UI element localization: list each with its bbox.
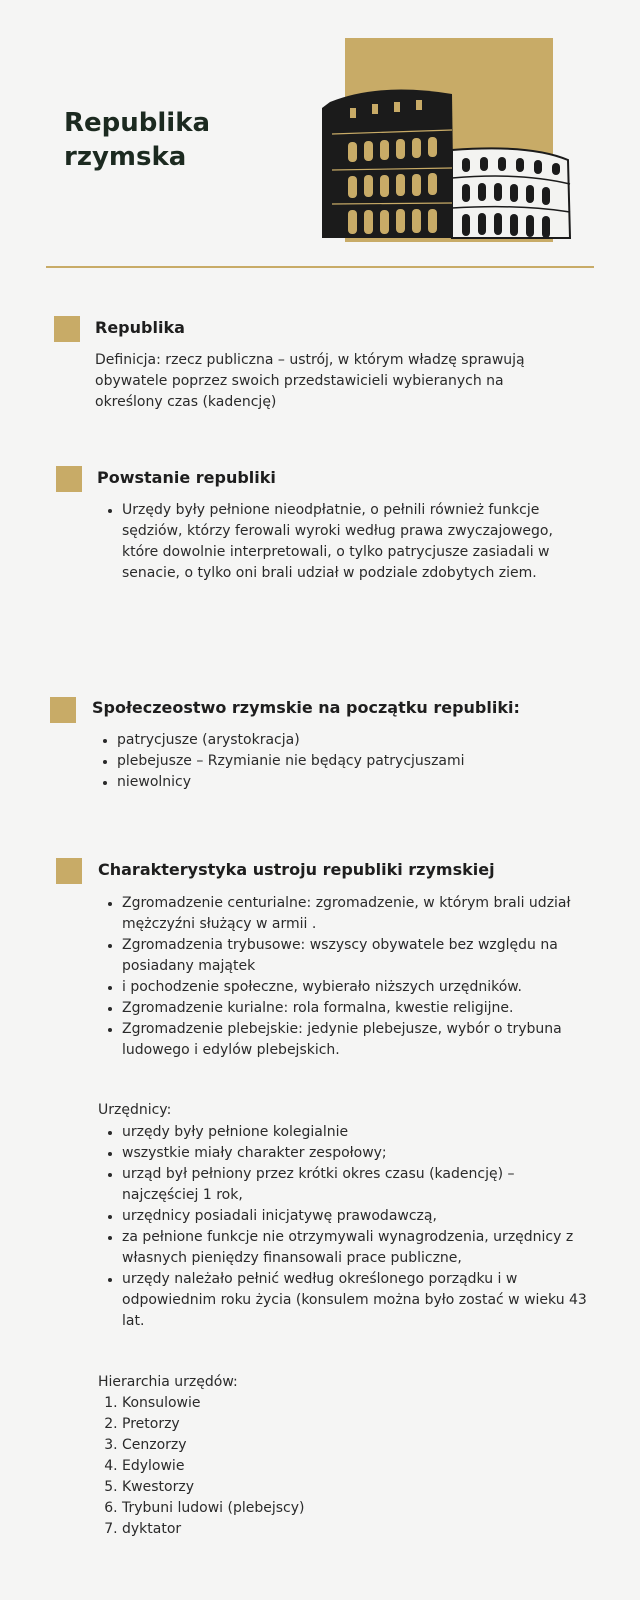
list-item: 5. Kwestorzy: [122, 1477, 522, 1498]
section-heading-powstanie: Powstanie republiki: [97, 468, 276, 487]
list-item: • Urzędy były pełnione nieodpłatnie, o pełnili również funkcje sędziów, którzy ferowali wyroki według prawa zwyczajowego, które dowolnie interpretowali, o tylko patrycjusze zasiadali w senacie, o tylko oni brali udział w podziale zdobytych ziem.: [122, 500, 592, 584]
list-item: • wszystkie miały charakter zespołowy;: [122, 1143, 592, 1164]
list-item: 3. Cenzorzy: [122, 1435, 522, 1456]
header-divider: [46, 266, 594, 268]
section-marker-charakterystyka: [56, 858, 82, 884]
list-item: • patrycjusze (arystokracja): [117, 730, 597, 751]
charakterystyka-list: [100, 893, 597, 1061]
hierarchia-label: Hierarchia urzędów:: [98, 1374, 238, 1390]
republika-definition: Definicja: rzecz publiczna – ustrój, w którym władzę sprawują obywatele poprzez swoich przedstawicieli wybieranych na określony czas (kadencję): [95, 352, 525, 410]
section-marker-spoleczenstwo: [50, 697, 76, 723]
hierarchia-list: [100, 1393, 522, 1540]
list-item: • Zgromadzenie kurialne: rola formalna, kwestie religijne.: [122, 998, 597, 1019]
section-marker-republika: [54, 316, 80, 342]
list-item: 7. dyktator: [122, 1519, 522, 1540]
list-item: • urzędy należało pełnić według określonego porządku i w odpowiednim roku życia (konsulem można było zostać w wieku 43 lat.: [122, 1269, 592, 1332]
list-item: • Zgromadzenia trybusowe: wszyscy obywatele bez względu na posiadany majątek: [122, 935, 597, 977]
list-item: 1. Konsulowie: [122, 1393, 522, 1414]
list-item: • urząd był pełniony przez krótki okres czasu (kadencję) – najczęściej 1 rok,: [122, 1164, 592, 1206]
spoleczenstwo-list: [95, 730, 597, 793]
list-item: • urzędy były pełnione kolegialnie: [122, 1122, 592, 1143]
colosseum-illustration: [320, 38, 580, 248]
page-title: [64, 106, 210, 174]
list-item: • niewolnicy: [117, 772, 597, 793]
list-item: • za pełnione funkcje nie otrzymywali wynagrodzenia, urzędnicy z własnych pieniędzy finansowali prace publiczne,: [122, 1227, 592, 1269]
list-item: • Zgromadzenie centurialne: zgromadzenie, w którym brali udział mężczyźni służący w armii .: [122, 893, 597, 935]
powstanie-list: [100, 500, 592, 584]
list-item: • plebejusze – Rzymianie nie będący patrycjuszami: [117, 751, 597, 772]
list-item: 2. Pretorzy: [122, 1414, 522, 1435]
page-title-line-1: Republika: [64, 108, 211, 138]
list-item: • Zgromadzenie plebejskie: jedynie plebejusze, wybór o trybuna ludowego i edylów plebejskich.: [122, 1019, 597, 1061]
urzednicy-label: Urzędnicy:: [98, 1102, 172, 1118]
list-item: 6. Trybuni ludowi (plebejscy): [122, 1498, 522, 1519]
section-heading-spoleczenstwo: Społeczeostwo rzymskie na początku republiki:: [92, 698, 520, 717]
page-title-line-2: rzymska: [64, 142, 187, 172]
urzednicy-list: [100, 1122, 592, 1332]
list-item: • urzędnicy posiadali inicjatywę prawodawczą,: [122, 1206, 592, 1227]
section-heading-republika: Republika: [95, 318, 185, 337]
section-marker-powstanie: [56, 466, 82, 492]
list-item: 4. Edylowie: [122, 1456, 522, 1477]
list-item: • i pochodzenie społeczne, wybierało niższych urzędników.: [122, 977, 597, 998]
section-heading-charakterystyka: Charakterystyka ustroju republiki rzymskiej: [98, 860, 495, 879]
